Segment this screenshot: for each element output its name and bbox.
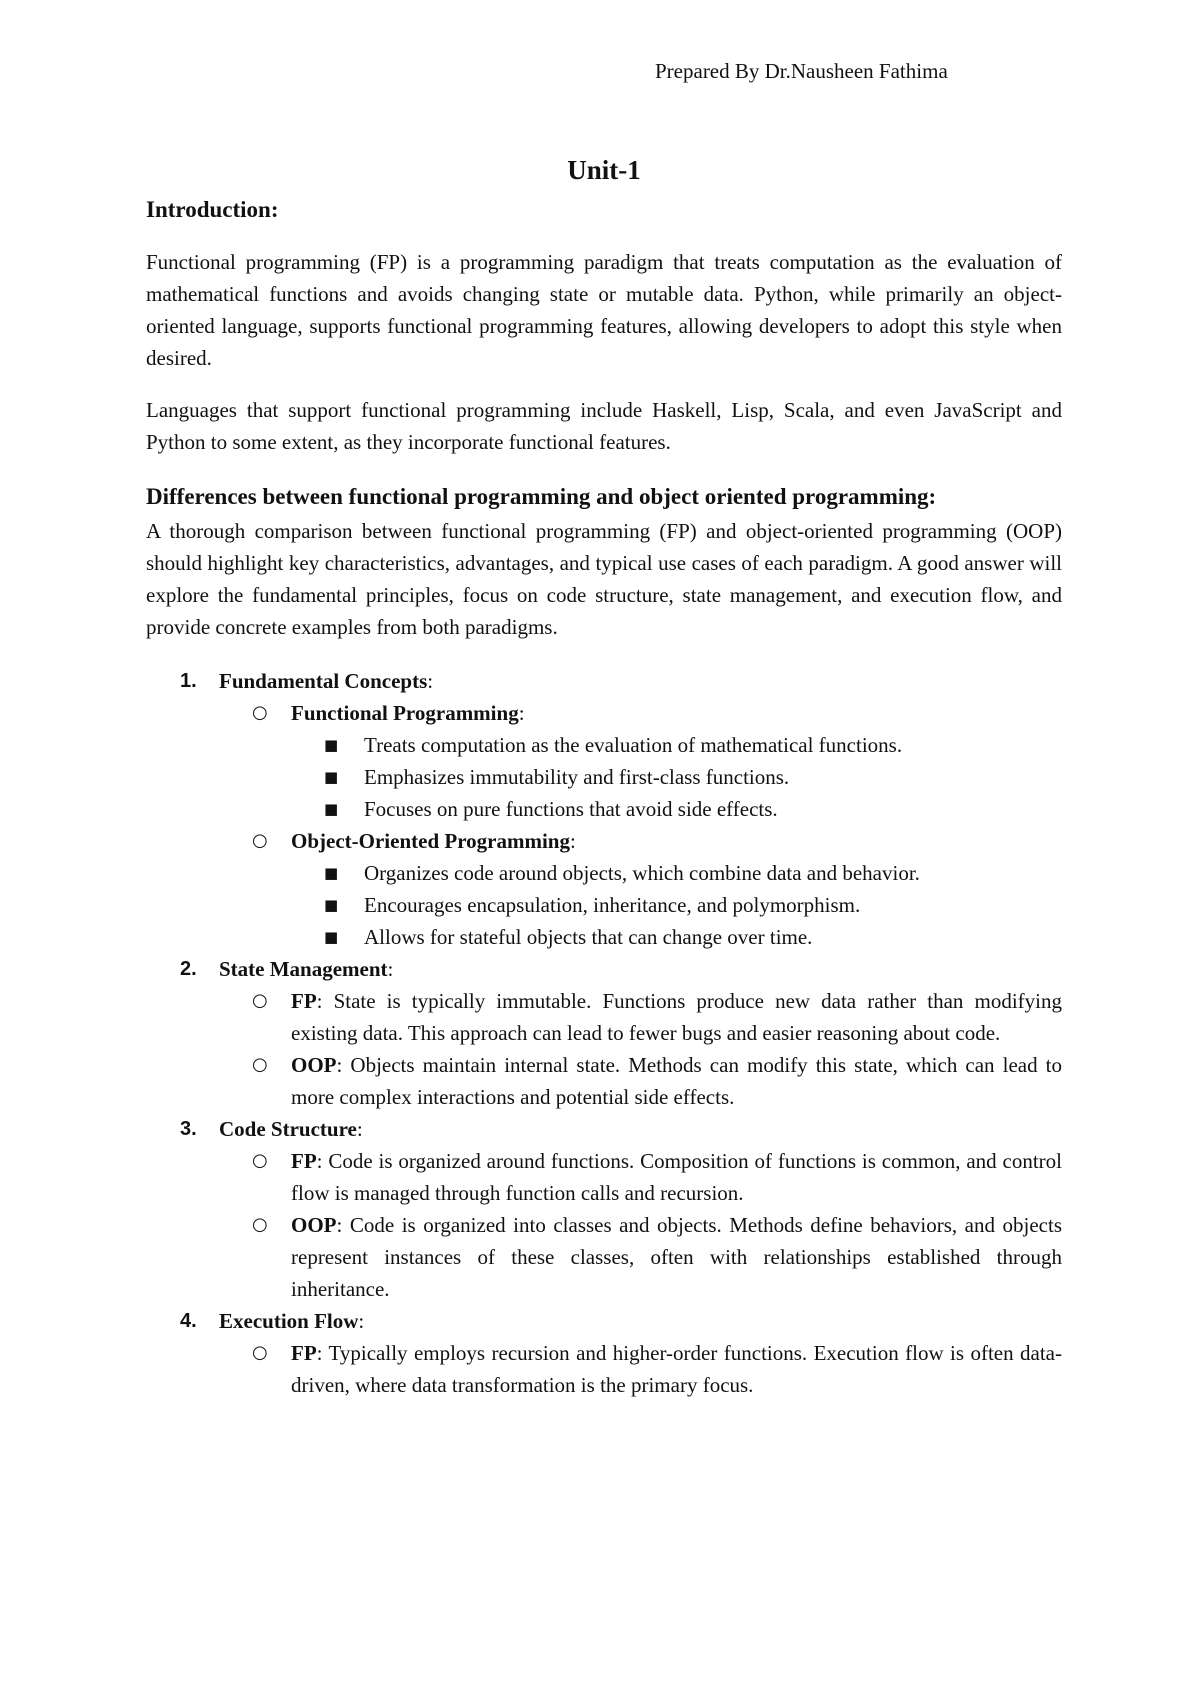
square-bullet-icon: ■ (324, 800, 339, 818)
oop-points (291, 857, 1062, 953)
document-content (146, 152, 1062, 1401)
square-bullet-icon: ■ (324, 928, 339, 946)
list-item-title: Code Structure (219, 1117, 357, 1141)
square-bullet-icon: ■ (324, 864, 339, 882)
list-item (291, 857, 1062, 889)
fp-text: : Code is organized around functions. Composition of functions is common, and control flow is managed through function calls and recursion. (291, 1149, 1062, 1205)
list-item (291, 729, 1062, 761)
fp-text: : Typically employs recursion and higher-order functions. Execution flow is often data-driven, where data transformation is the primary focus. (291, 1341, 1062, 1397)
circle-bullet-icon: ○ (252, 830, 268, 851)
circle-bullet-icon: ○ (252, 1214, 268, 1235)
fp-text: : State is typically immutable. Functions produce new data rather than modifying existing data. This approach can lead to fewer bugs and easier reasoning about code. (291, 989, 1062, 1045)
square-bullet-icon: ■ (324, 736, 339, 754)
fp-label: FP (291, 1341, 317, 1365)
oop-label: OOP (291, 1213, 337, 1237)
sublist-item-title: Object-Oriented Programming (291, 829, 570, 853)
fp-label: FP (291, 989, 317, 1013)
sublist-item-fp (218, 697, 1062, 825)
circle-bullet-icon: ○ (252, 990, 268, 1011)
point-text: Encourages encapsulation, inheritance, and polymorphism. (364, 893, 861, 917)
circle-bullet-icon: ○ (252, 1342, 268, 1363)
circle-bullet-icon: ○ (252, 1054, 268, 1075)
fp-points (291, 729, 1062, 825)
point-text: Treats computation as the evaluation of mathematical functions. (364, 733, 903, 757)
intro-paragraph-1: Functional programming (FP) is a programming paradigm that treats computation as the evaluation of mathematical functions and avoids changing state or mutable data. Python, while primarily an object-oriented language, supports functional programming features, allowing developers to adopt this style when desired. (146, 250, 1062, 370)
sublist-item-oop (218, 825, 1062, 953)
list-item (291, 793, 1062, 825)
circle-bullet-icon: ○ (252, 1150, 268, 1171)
point-text: Organizes code around objects, which combine data and behavior. (364, 861, 920, 885)
colon: : (387, 957, 394, 981)
point-text: Emphasizes immutability and first-class functions. (364, 765, 790, 789)
point-text: Allows for stateful objects that can change over time. (364, 925, 813, 949)
page-title: Unit-1 (567, 155, 641, 185)
list-item-code-structure (146, 1113, 1062, 1305)
sublist-item-fp (218, 1145, 1062, 1209)
list-item-execution-flow (146, 1305, 1062, 1401)
sublist (219, 1145, 1062, 1305)
list-item (291, 921, 1062, 953)
sublist-item-oop (218, 1049, 1062, 1113)
list-number: 4. (180, 1310, 197, 1332)
oop-text: : Code is organized into classes and objects. Methods define behaviors, and objects represent instances of these classes, often with relationships established through inheritance. (291, 1213, 1062, 1301)
list-number: 1. (180, 670, 197, 692)
prepared-by-header: Prepared By Dr.Nausheen Fathima (655, 59, 948, 83)
differences-paragraph: A thorough comparison between functional programming (FP) and object-oriented programming (OOP) should highlight key characteristics, advantages, and typical use cases of each paradigm. A good answer will explore the fundamental principles, focus on code structure, state management, and execution flow, and provide concrete examples from both paradigms. (146, 519, 1062, 639)
square-bullet-icon: ■ (324, 896, 339, 914)
square-bullet-icon: ■ (324, 768, 339, 786)
list-item-title: Execution Flow (219, 1309, 359, 1333)
sublist (219, 697, 1062, 953)
introduction-heading: Introduction: (146, 197, 279, 222)
fp-label: FP (291, 1149, 317, 1173)
point-text: Focuses on pure functions that avoid side effects. (364, 797, 778, 821)
sublist-item-oop (218, 1209, 1062, 1305)
sublist (219, 1337, 1062, 1401)
colon: : (518, 701, 525, 725)
comparison-list (146, 665, 1062, 1401)
list-item-state-management (146, 953, 1062, 1113)
list-item-title: Fundamental Concepts (219, 669, 428, 693)
differences-heading: Differences between functional programming and object oriented programming: (146, 484, 937, 509)
sublist-item-title: Functional Programming (291, 701, 519, 725)
oop-label: OOP (291, 1053, 337, 1077)
sublist (219, 985, 1062, 1113)
list-number: 3. (180, 1118, 197, 1140)
intro-paragraph-2: Languages that support functional programming include Haskell, Lisp, Scala, and even JavaScript and Python to some extent, as they incorporate functional features. (146, 398, 1062, 454)
list-number: 2. (180, 958, 197, 980)
sublist-item-fp (218, 1337, 1062, 1401)
list-item-title: State Management (219, 957, 388, 981)
colon: : (358, 1309, 365, 1333)
colon: : (427, 669, 434, 693)
list-item (291, 761, 1062, 793)
list-item-fundamental-concepts (146, 665, 1062, 953)
sublist-item-fp (218, 985, 1062, 1049)
oop-text: : Objects maintain internal state. Methods can modify this state, which can lead to more complex interactions and potential side effects. (291, 1053, 1062, 1109)
colon: : (356, 1117, 363, 1141)
colon: : (569, 829, 576, 853)
circle-bullet-icon: ○ (252, 702, 268, 723)
list-item (291, 889, 1062, 921)
